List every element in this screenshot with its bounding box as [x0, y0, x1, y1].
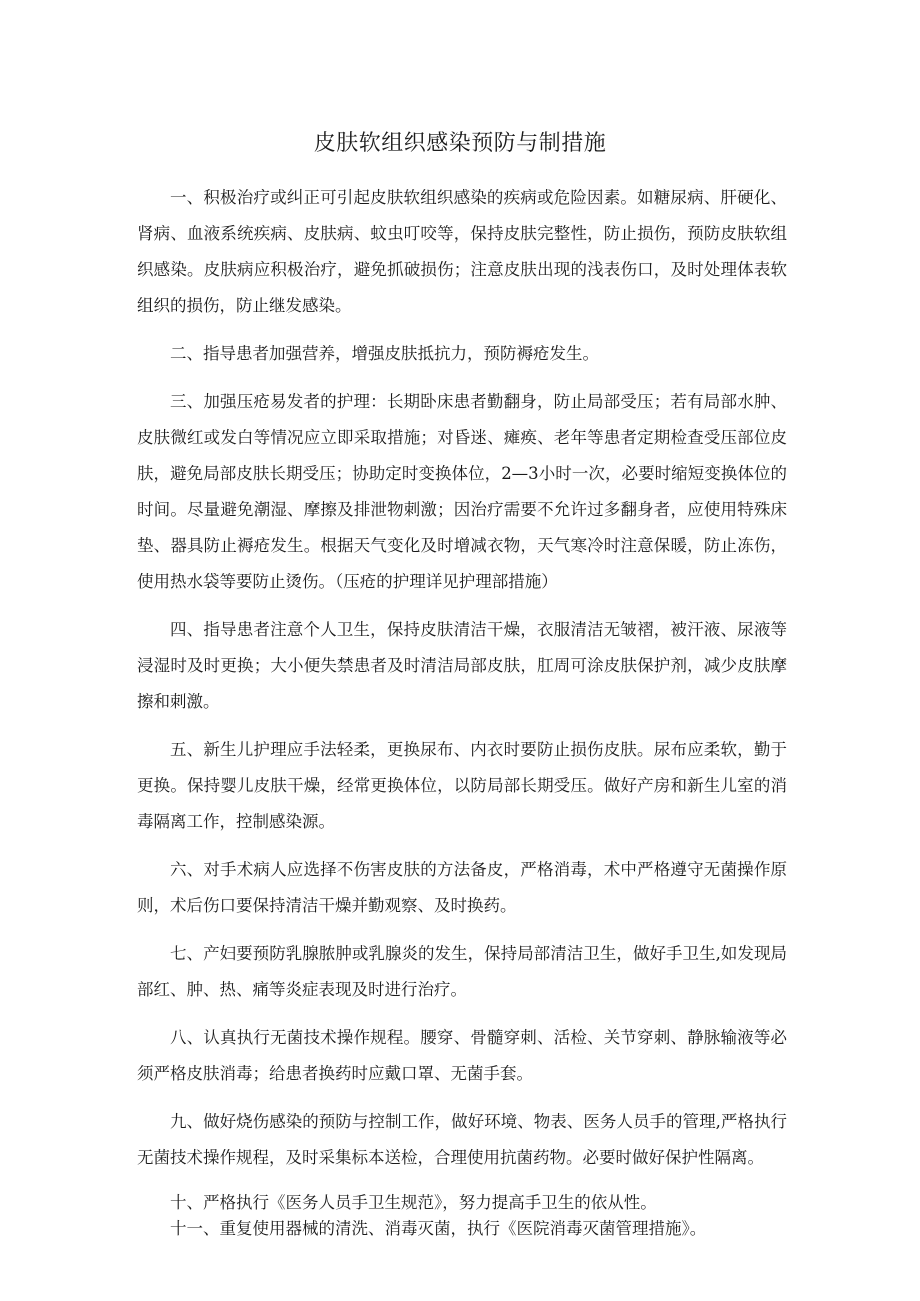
paragraph-5: 五、新生儿护理应手法轻柔，更换尿布、内衣时要防止损伤皮肤。尿布应柔软，勤于更换。保持婴儿皮肤干燥，经常更换体位，以防局部长期受压。做好产房和新生儿室的消毒隔离工作，控制感染源。 [137, 740, 787, 831]
paragraph-8: 八、认真执行无菌技术操作规程。腰穿、骨髓穿刺、活检、关节穿刺、静脉输液等必须严格皮肤消毒；给患者换药时应戴口罩、无菌手套。 [137, 1028, 787, 1083]
document-body [137, 180, 787, 1242]
paragraph-7: 七、产妇要预防乳腺脓肿或乳腺炎的发生，保持局部清洁卫生，做好手卫生,如发现局部红、肿、热、痛等炎症表现及时进行治疗。 [137, 944, 787, 999]
paragraph-11: 十一、重复使用器械的清洗、消毒灭菌，执行《医院消毒灭菌管理措施》。 [170, 1219, 707, 1238]
paragraph-4: 四、指导患者注意个人卫生，保持皮肤清洁干燥，衣服清洁无皱褶，被汗液、尿液等浸湿时及时更换；大小便失禁患者及时清洁局部皮肤，肛周可涂皮肤保护剂，减少皮肤摩擦和刺激。 [137, 620, 787, 711]
paragraph-1: 一、积极治疗或纠正可引起皮肤软组织感染的疾病或危险因素。如糖尿病、肝硬化、肾病、血液系统疾病、皮肤病、蚊虫叮咬等，保持皮肤完整性，防止损伤，预防皮肤软组织感染。皮肤病应积极治疗，避免抓破损伤；注意皮肤出现的浅表伤口，及时处理体表软组织的损伤，防止继发感染。 [137, 188, 787, 315]
paragraph-6: 六、对手术病人应选择不伤害皮肤的方法备皮，严格消毒，术中严格遵守无菌操作原则，术后伤口要保持清洁干燥并勤观察、及时换药。 [137, 860, 787, 915]
paragraph-2: 二、指导患者加强营养，增强皮肤抵抗力，预防褥疮发生。 [170, 344, 599, 363]
paragraph-9: 九、做好烧伤感染的预防与控制工作，做好环境、物表、医务人员手的管理,严格执行无菌技术操作规程，及时采集标本送检，合理使用抗菌药物。必要时做好保护性隔离。 [137, 1112, 787, 1167]
paragraph-10: 十、严格执行《医务人员手卫生规范》，努力提高手卫生的依从性。 [170, 1193, 657, 1212]
page-title: 皮肤软组织感染预防与制措施 [313, 131, 607, 156]
paragraph-3: 三、加强压疮易发者的护理：长期卧床患者勤翻身，防止局部受压；若有局部水肿、皮肤微红或发白等情况应立即采取措施；对昏迷、瘫痪、老年等患者定期检查受压部位皮肤，避免局部皮肤长期受压；协助定时变换体位，2—3小时一次，必要时缩短变换体位的时间。尽量避免潮湿、摩擦及排泄物刺激；因治疗需要不允许过多翻身者，应使用特殊床垫、器具防止褥疮发生。根据天气变化及时增减衣物，天气寒冷时注意保暖，防止冻伤，使用热水袋等要防止烫伤。（压疮的护理详见护理部措施） [137, 392, 787, 591]
